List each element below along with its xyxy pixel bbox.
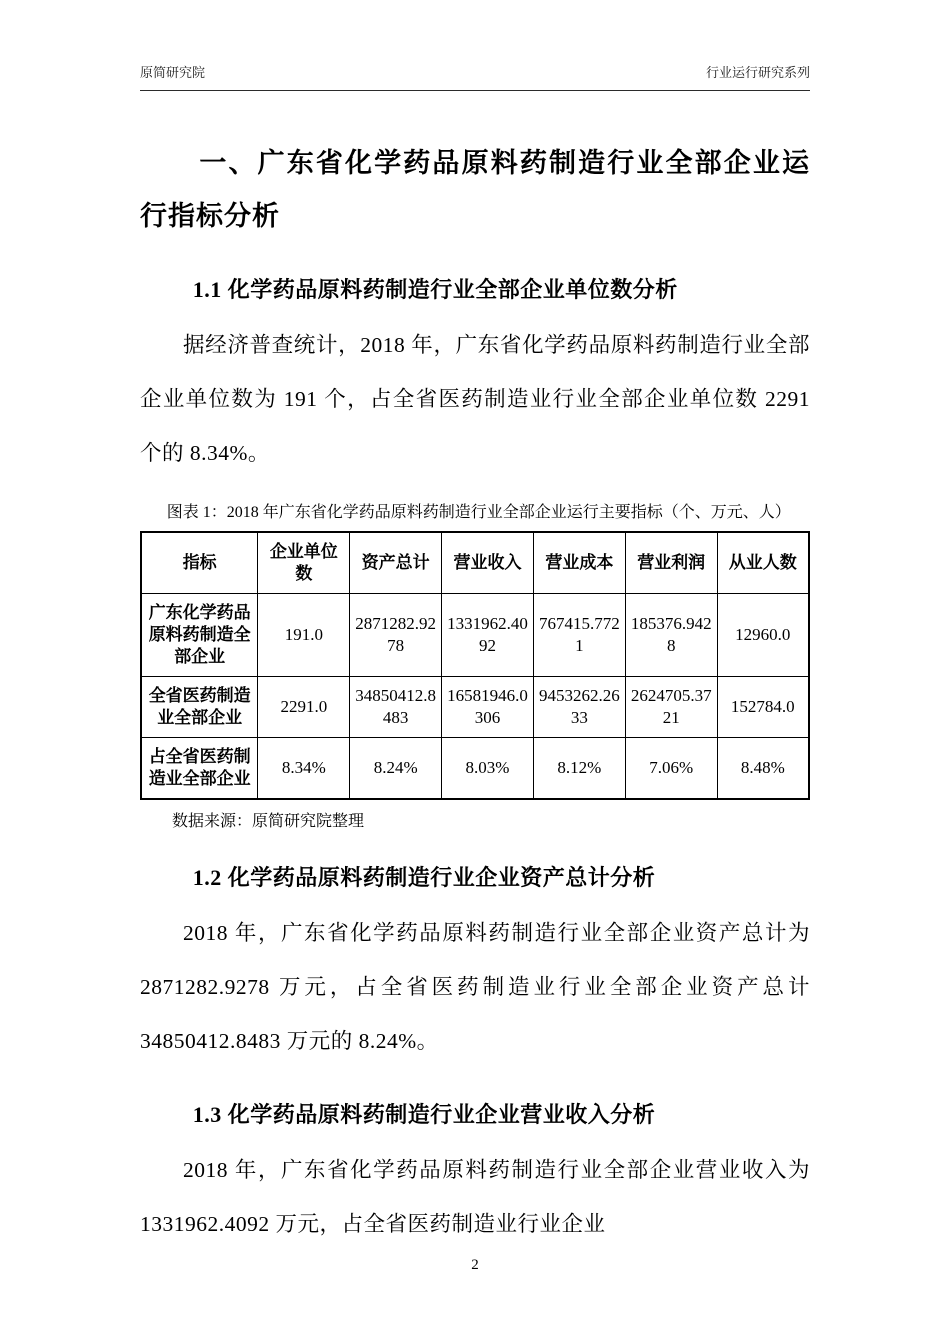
value-cell: 191.0 (258, 594, 350, 677)
header-left-text: 原简研究院 (140, 65, 206, 80)
value-cell: 2624705.3721 (625, 677, 717, 738)
value-cell: 185376.9428 (625, 594, 717, 677)
value-cell: 8.34% (258, 738, 350, 800)
table-header-cell: 从业人数 (717, 532, 809, 594)
value-cell: 152784.0 (717, 677, 809, 738)
table-header-cell: 指标 (141, 532, 258, 594)
table-caption: 图表 1：2018 年广东省化学药品原料药制造行业全部企业运行主要指标（个、万元、人） (166, 504, 791, 521)
row-label-cell: 全省医药制造业全部企业 (141, 677, 258, 738)
value-cell: 2871282.9278 (350, 594, 442, 677)
value-cell: 2291.0 (258, 677, 350, 738)
section-heading-1-2: 1.2 化学药品原料药制造行业企业资产总计分析 (192, 865, 656, 890)
table-header-cell: 营业成本 (533, 532, 625, 594)
table-row (141, 594, 809, 677)
section-paragraph-1-1: 据经济普查统计，2018 年，广东省化学药品原料药制造行业全部企业单位数为 191 个，占全省医药制造业行业全部企业单位数 2291 个的 8.34%。 (140, 333, 810, 465)
row-label-cell: 占全省医药制造业全部企业 (141, 738, 258, 800)
value-cell: 16581946.0306 (442, 677, 534, 738)
row-label-cell: 广东化学药品原料药制造全部企业 (141, 594, 258, 677)
header-right-text: 行业运行研究系列 (705, 65, 810, 80)
value-cell: 12960.0 (717, 594, 809, 677)
page-header (140, 62, 810, 91)
indicator-table (140, 531, 810, 800)
value-cell: 1331962.4092 (442, 594, 534, 677)
section-paragraph-1-2: 2018 年，广东省化学药品原料药制造行业全部企业资产总计为 2871282.9278 万元，占全省医药制造业行业全部企业资产总计 34850412.8483 万元的 8.24%。 (140, 921, 810, 1053)
value-cell: 8.03% (442, 738, 534, 800)
table-header-cell: 企业单位数 (258, 532, 350, 594)
table-row (141, 677, 809, 738)
table-row (141, 738, 809, 800)
value-cell: 767415.7721 (533, 594, 625, 677)
table-header-cell: 营业利润 (625, 532, 717, 594)
table-header-cell: 营业收入 (442, 532, 534, 594)
section-heading-1-3: 1.3 化学药品原料药制造行业企业营业收入分析 (192, 1102, 656, 1127)
table-head (141, 532, 809, 594)
value-cell: 34850412.8483 (350, 677, 442, 738)
document-title: 一、广东省化学药品原料药制造行业全部企业运行指标分析 (140, 148, 810, 231)
value-cell: 8.48% (717, 738, 809, 800)
table-header-row (141, 532, 809, 594)
value-cell: 8.12% (533, 738, 625, 800)
value-cell: 9453262.2633 (533, 677, 625, 738)
table-header-cell: 资产总计 (350, 532, 442, 594)
value-cell: 7.06% (625, 738, 717, 800)
section-heading-1-1: 1.1 化学药品原料药制造行业全部企业单位数分析 (192, 277, 678, 302)
page-number: 2 (471, 1257, 479, 1273)
data-source-note: 数据来源：原简研究院整理 (172, 813, 365, 830)
table-body (141, 594, 809, 800)
value-cell: 8.24% (350, 738, 442, 800)
section-paragraph-1-3: 2018 年，广东省化学药品原料药制造行业全部企业营业收入为 1331962.4092 万元，占全省医药制造业行业企业 (140, 1158, 810, 1236)
